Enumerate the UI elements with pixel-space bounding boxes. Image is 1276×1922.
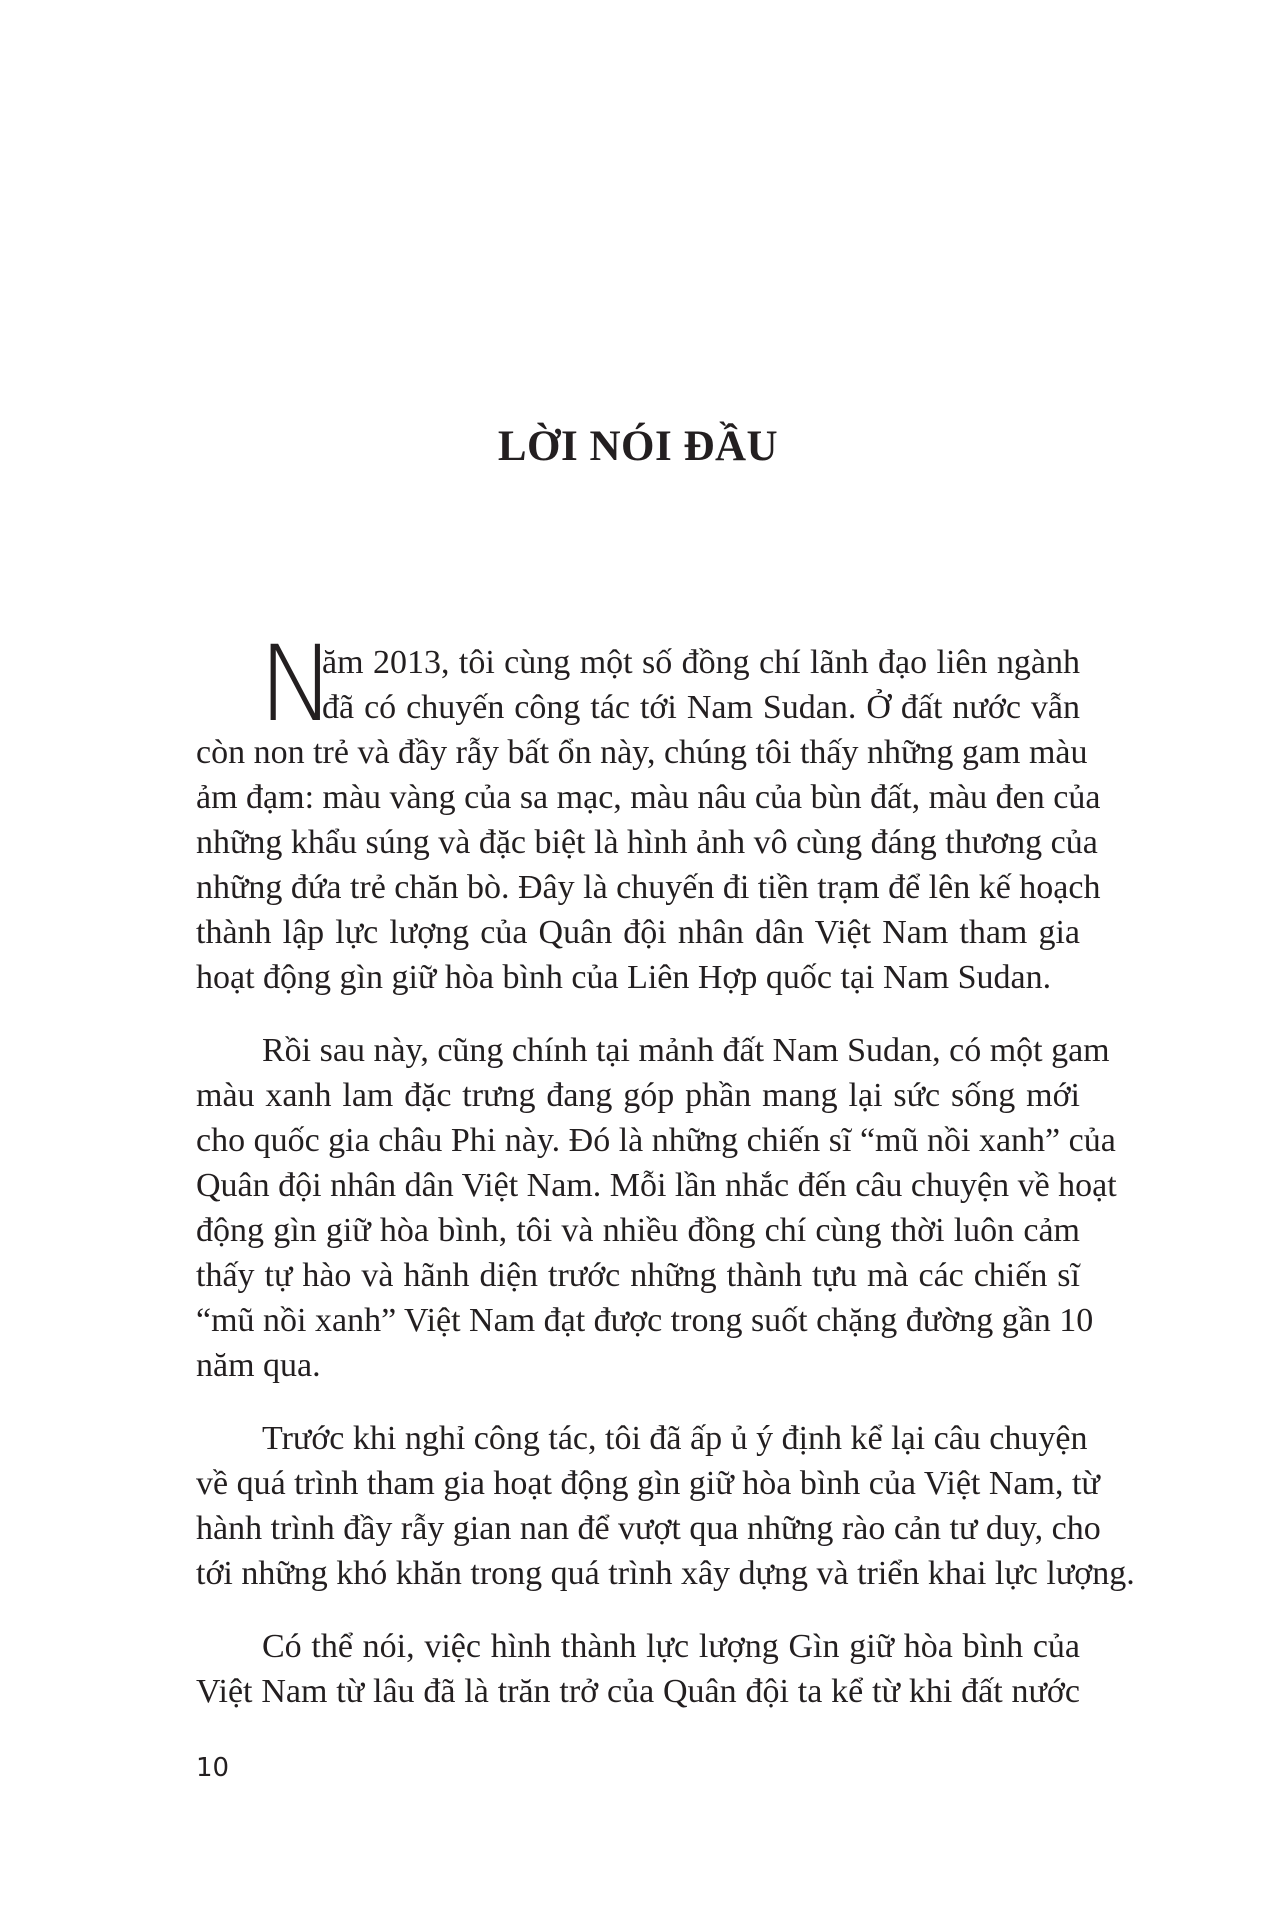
chapter-title: LỜI NÓI ĐẦU (497, 423, 779, 470)
text-line: cho quốc gia châu Phi này. Đó là những chiến sĩ “mũ nồi xanh” của (196, 1122, 1116, 1159)
text-line: tới những khó khăn trong quá trình xây dựng và triển khai lực lượng. (196, 1555, 1135, 1592)
drop-cap: N (258, 623, 336, 745)
paragraph-2 (196, 1028, 1117, 1388)
text-line: đã có chuyến công tác tới Nam Sudan. Ở đất nước vẫn (322, 689, 1080, 726)
text-line: Rồi sau này, cũng chính tại mảnh đất Nam Sudan, có một gam (262, 1032, 1110, 1069)
text-line: về quá trình tham gia hoạt động gìn giữ hòa bình của Việt Nam, từ (196, 1465, 1100, 1502)
text-line: màu xanh lam đặc trưng đang góp phần mang lại sức sống mới (196, 1077, 1080, 1114)
text-line: Quân đội nhân dân Việt Nam. Mỗi lần nhắc đến câu chuyện về hoạt (196, 1167, 1117, 1204)
text-line: hành trình đầy rẫy gian nan để vượt qua những rào cản tư duy, cho (196, 1510, 1101, 1547)
text-line: Có thể nói, việc hình thành lực lượng Gìn giữ hòa bình của (262, 1628, 1080, 1665)
text-line: những đứa trẻ chăn bò. Đây là chuyến đi tiền trạm để lên kế hoạch (196, 869, 1101, 906)
body-text (196, 623, 1135, 1714)
text-line: động gìn giữ hòa bình, tôi và nhiều đồng chí cùng thời luôn cảm (196, 1212, 1080, 1249)
text-line: thành lập lực lượng của Quân đội nhân dân Việt Nam tham gia (196, 914, 1080, 951)
paragraph-1 (196, 623, 1101, 1000)
text-line: ảm đạm: màu vàng của sa mạc, màu nâu của bùn đất, màu đen của (196, 779, 1101, 816)
page-number: 10 (196, 1753, 230, 1783)
paragraph-4 (196, 1624, 1080, 1714)
text-line: còn non trẻ và đầy rẫy bất ổn này, chúng tôi thấy những gam màu (196, 734, 1088, 771)
text-line: thấy tự hào và hãnh diện trước những thành tựu mà các chiến sĩ (196, 1257, 1080, 1294)
text-line: những khẩu súng và đặc biệt là hình ảnh vô cùng đáng thương của (196, 824, 1098, 861)
text-line: năm qua. (196, 1347, 321, 1384)
paragraph-3 (196, 1416, 1135, 1596)
text-line: ăm 2013, tôi cùng một số đồng chí lãnh đạo liên ngành (322, 644, 1080, 681)
text-line: Việt Nam từ lâu đã là trăn trở của Quân đội ta kể từ khi đất nước (196, 1673, 1080, 1710)
text-line: hoạt động gìn giữ hòa bình của Liên Hợp quốc tại Nam Sudan. (196, 959, 1052, 996)
text-line: “mũ nồi xanh” Việt Nam đạt được trong suốt chặng đường gần 10 (196, 1302, 1094, 1339)
text-line: Trước khi nghỉ công tác, tôi đã ấp ủ ý định kể lại câu chuyện (262, 1420, 1088, 1457)
